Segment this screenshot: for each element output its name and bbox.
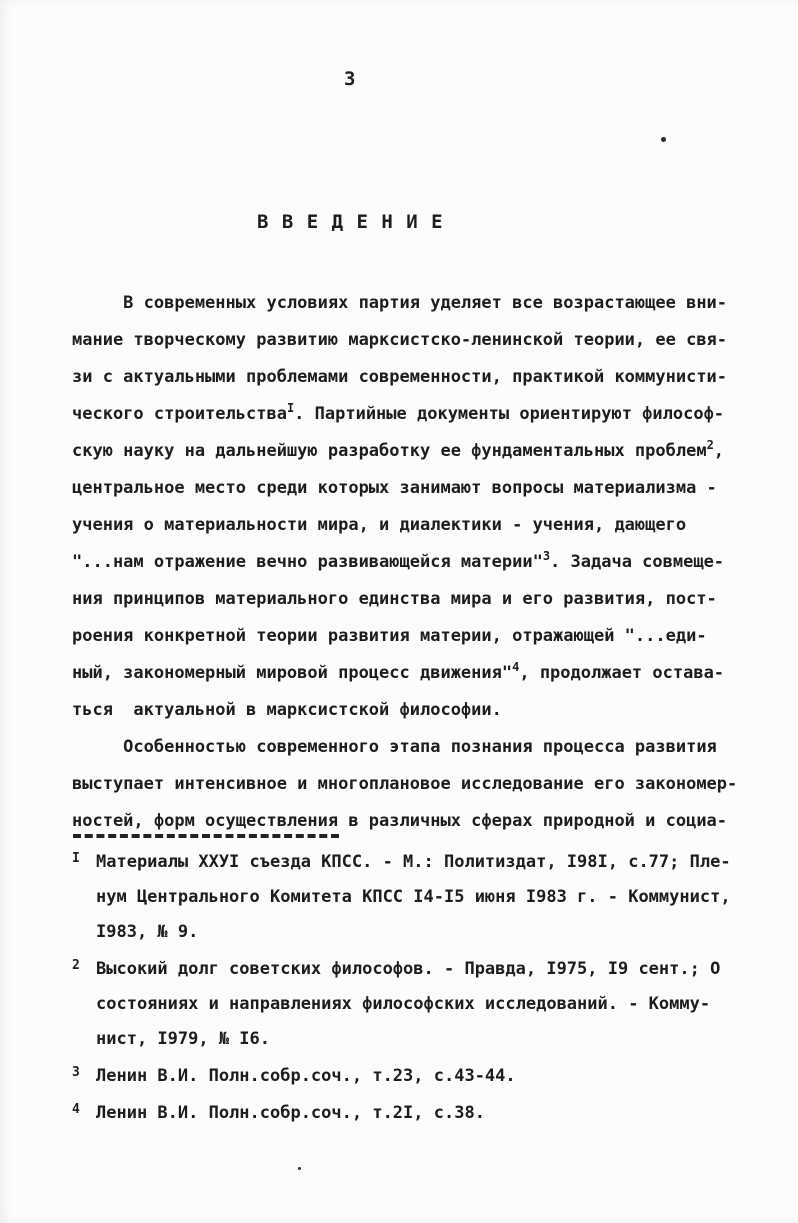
body-line: В современных условиях партия уделяет все возрастающее вни- bbox=[72, 293, 728, 313]
body-line: роения конкретной теории развития материи, отражающей "...еди- bbox=[72, 626, 707, 646]
footnote-marker: 4 bbox=[72, 1102, 80, 1117]
footnote-line: Высокий долг советских философов. - Правда, I975, I9 сент.; О bbox=[96, 959, 721, 979]
body-line: мание творческому развитию марксистско-ленинской теории, ее свя- bbox=[72, 330, 728, 350]
footnote-line: нист, I979, № I6. bbox=[96, 1029, 270, 1049]
section-heading: В В Е Д Е Н И Е bbox=[257, 211, 444, 233]
body-line: скую науку на дальнейшую разработку ее фундаментальных проблем2, bbox=[72, 438, 725, 461]
footnotes bbox=[72, 845, 784, 1133]
ink-speck bbox=[661, 137, 666, 142]
body-line: центральное место среди которых занимают вопросы материализма - bbox=[72, 478, 717, 498]
footnote-text bbox=[96, 845, 784, 950]
footnote-line: Материалы ХХУI съезда КПСС. - М.: Политиздат, I98I, с.77; Пле- bbox=[96, 852, 731, 872]
footnote-line: Ленин В.И. Полн.собр.соч., т.23, с.43-44. bbox=[96, 1066, 516, 1086]
body-line: ностей, форм осуществления в различных сферах природной и социа- bbox=[72, 811, 728, 831]
footnote-item bbox=[72, 1059, 784, 1094]
body-line: ческого строительстваI. Партийные документы ориентируют философ- bbox=[72, 401, 725, 424]
ink-speck bbox=[298, 1167, 301, 1170]
body-text bbox=[72, 285, 778, 840]
footnote-text bbox=[96, 1096, 784, 1131]
footnote-item bbox=[72, 1096, 784, 1131]
body-line: ния принципов материального единства мира и его развития, пост- bbox=[72, 589, 717, 609]
footnote-marker: I bbox=[72, 851, 80, 866]
body-line: Особенностью современного этапа познания процесса развития bbox=[72, 737, 717, 757]
footnote-line: I983, № 9. bbox=[96, 922, 199, 942]
footnote-line: нум Центрального Комитета КПСС I4-I5 июня I983 г. - Коммунист, bbox=[96, 887, 731, 907]
footnote-text bbox=[96, 952, 784, 1057]
body-line: учения о материальности мира, и диалектики - учения, дающего bbox=[72, 515, 687, 535]
footnote-marker: 2 bbox=[72, 958, 80, 973]
body-line: зи с актуальными проблемами современности, практикой коммунисти- bbox=[72, 367, 728, 387]
body-line: ться актуальной в марксистской философии. bbox=[72, 700, 502, 720]
page-number: 3 bbox=[344, 68, 356, 90]
footnote-text bbox=[96, 1059, 784, 1094]
footnote-item bbox=[72, 952, 784, 1057]
footnote-line: состояниях и направлениях философских исследований. - Комму- bbox=[96, 994, 711, 1014]
body-line: выступает интенсивное и многоплановое исследование его закономер- bbox=[72, 774, 738, 794]
body-line: "...нам отражение вечно развивающейся материи"3. Задача совмеще- bbox=[72, 549, 725, 572]
body-line: ный, закономерный мировой процесс движения"4, продолжает остава- bbox=[72, 660, 725, 683]
footnote-line: Ленин В.И. Полн.собр.соч., т.2I, с.38. bbox=[96, 1103, 485, 1123]
footnote-marker: 3 bbox=[72, 1065, 80, 1080]
footnote-separator bbox=[73, 834, 339, 838]
footnote-item bbox=[72, 845, 784, 950]
